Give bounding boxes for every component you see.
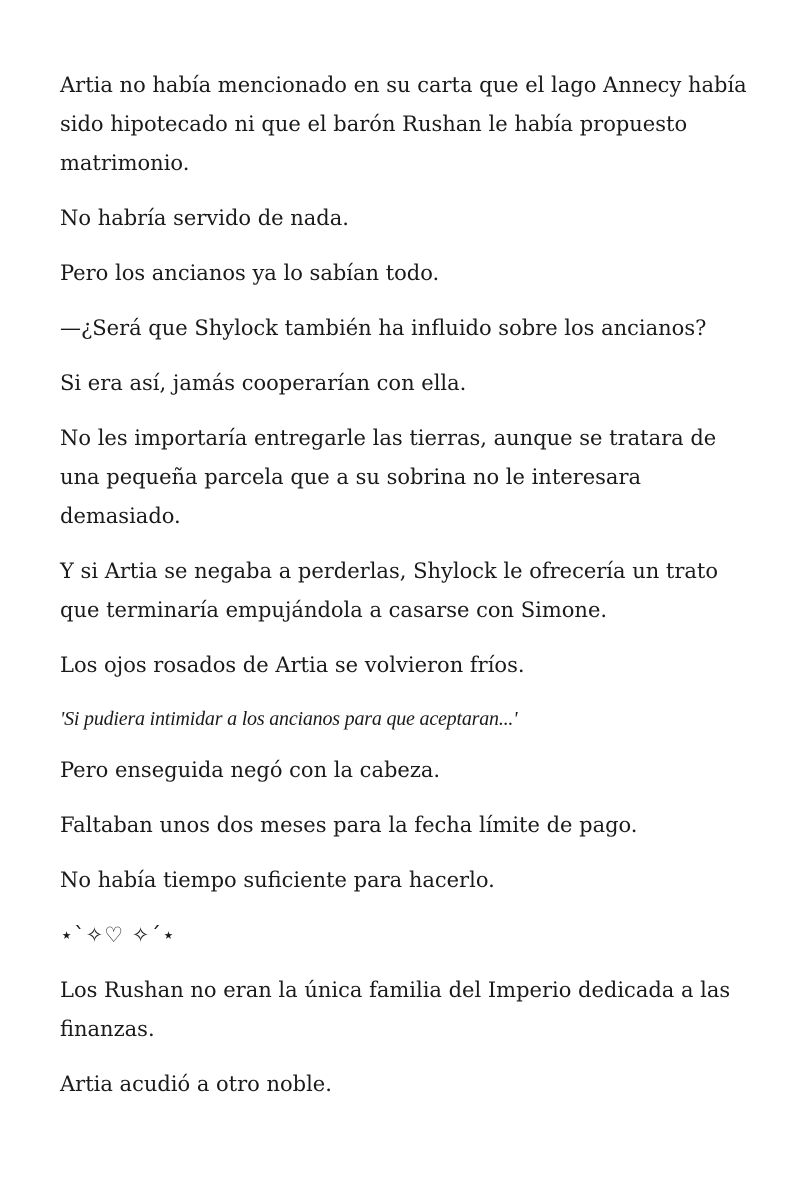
paragraph: Faltaban unos dos meses para la fecha límite de pago. (60, 813, 638, 837)
paragraph: No habría servido de nada. (60, 206, 349, 230)
paragraph: No les importaría entregarle las tierras, aunque se tratara de una pequeña parcela que a su sobrina no le interesara demasiado. (60, 426, 717, 528)
paragraph: No había tiempo suficiente para hacerlo. (60, 868, 495, 892)
paragraph: Si era así, jamás cooperarían con ella. (60, 371, 467, 395)
paragraph: Pero los ancianos ya lo sabían todo. (60, 261, 440, 285)
paragraph: Pero enseguida negó con la cabeza. (60, 758, 441, 782)
paragraph: Los Rushan no eran la única familia del Imperio dedicada a las finanzas. (60, 978, 731, 1041)
paragraph: Y si Artia se negaba a perderlas, Shylock le ofrecería un trato que terminaría empujándola a casarse con Simone. (60, 559, 719, 622)
inner-thought-paragraph: 'Si pudiera intimidar a los ancianos para que aceptaran...' (60, 708, 518, 730)
dialogue-paragraph: —¿Será que Shylock también ha influido sobre los ancianos? (60, 316, 707, 340)
paragraph: Artia acudió a otro noble. (60, 1072, 332, 1096)
paragraph: Los ojos rosados de Artia se volvieron fríos. (60, 653, 525, 677)
scene-break-ornament: ⋆`✧♡ ✧´⋆ (60, 923, 176, 947)
paragraph: Artia no había mencionado en su carta que el lago Annecy había sido hipotecado ni que el barón Rushan le había propuesto matrimonio. (60, 73, 747, 175)
